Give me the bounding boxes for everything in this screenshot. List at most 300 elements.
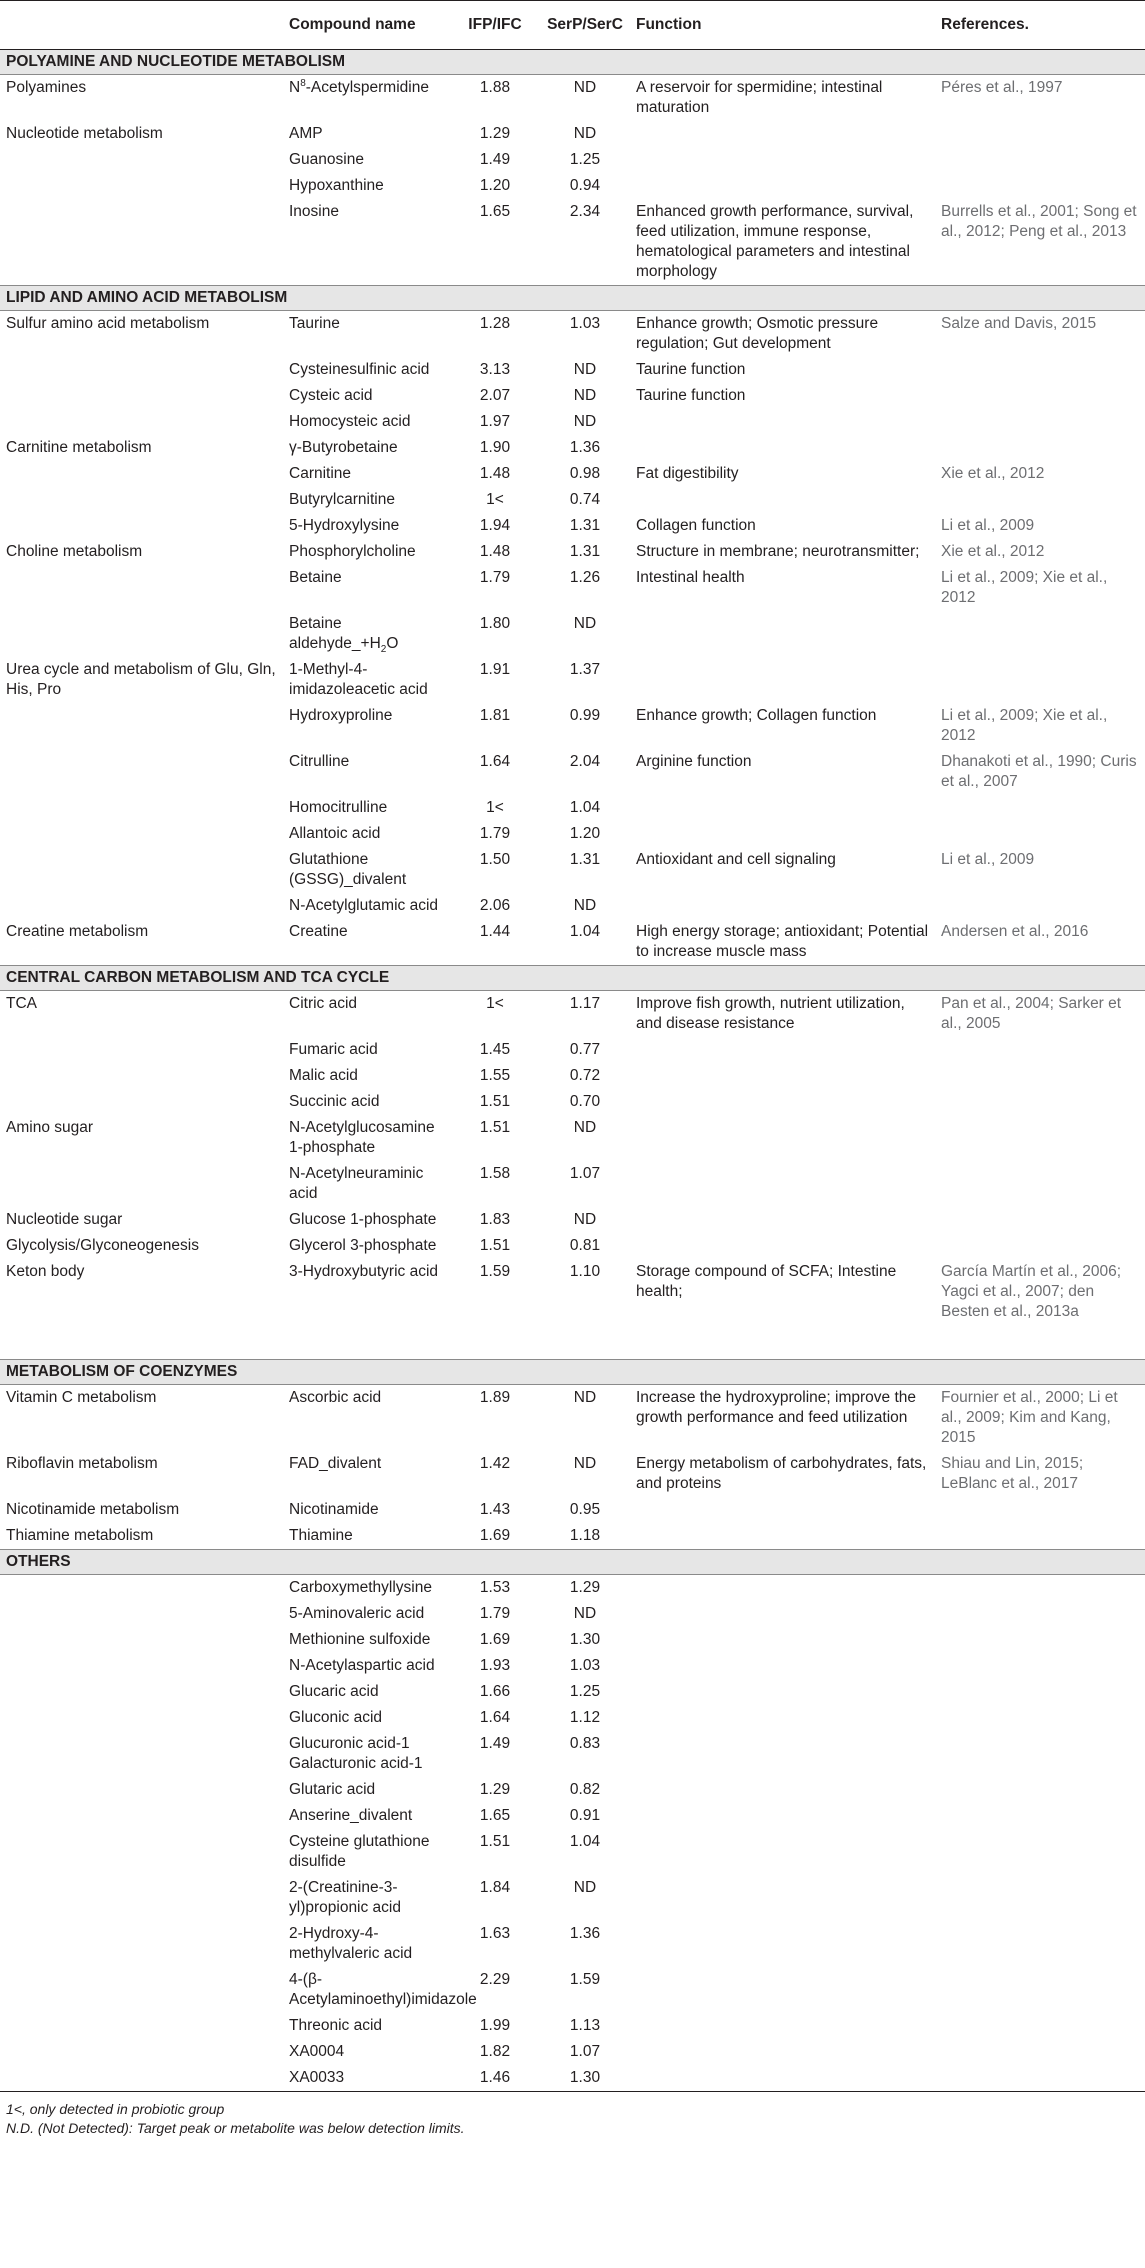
pathway-cell: Polyamines	[6, 79, 87, 96]
pathway-cell: Sulfur amino acid metabolism	[6, 315, 210, 332]
function-cell	[630, 1653, 935, 1679]
ifp-ifc-cell: 1.49	[479, 1735, 511, 1752]
compound-cell: Taurine	[289, 315, 340, 332]
pathway-cell	[0, 513, 283, 539]
function-cell	[630, 1705, 935, 1731]
table-row	[0, 1037, 1145, 1063]
serp-serc-cell: 0.77	[569, 1041, 601, 1058]
compound-cell: 1-Methyl-4-imidazoleacetic acid	[289, 661, 428, 698]
serp-serc-cell: 1.04	[569, 799, 601, 816]
compound-cell: Carnitine	[289, 465, 352, 482]
compound-cell: 5-Hydroxylysine	[289, 517, 400, 534]
section-title: LIPID AND AMINO ACID METABOLISM	[0, 286, 1145, 311]
compound-cell: 4-(β-Acetylaminoethyl)imidazole	[289, 1971, 477, 2008]
ifp-ifc-cell: 1.43	[479, 1501, 511, 1518]
function-cell: Taurine function	[636, 387, 746, 404]
compound-cell: Glutathione (GSSG)_divalent	[289, 851, 407, 888]
ifp-ifc-cell: 1.81	[479, 707, 511, 724]
table-row	[0, 2039, 1145, 2065]
compound-cell: Glucaric acid	[289, 1683, 379, 1700]
pathway-cell: Nicotinamide metabolism	[6, 1501, 180, 1518]
pathway-cell	[0, 1653, 283, 1679]
function-cell	[630, 1497, 935, 1523]
table-row	[0, 461, 1145, 487]
table-row	[0, 1601, 1145, 1627]
table-row	[0, 199, 1145, 286]
pathway-cell	[0, 565, 283, 611]
compound-cell: Glycerol 3-phosphate	[289, 1237, 437, 1254]
references-cell	[935, 1089, 1145, 1115]
ifp-ifc-cell: 1.64	[479, 1709, 511, 1726]
function-cell	[630, 1829, 935, 1875]
compound-cell: Guanosine	[289, 151, 364, 168]
ifp-ifc-cell: 2.06	[479, 897, 511, 914]
function-cell: Arginine function	[636, 753, 752, 770]
function-cell	[630, 1731, 935, 1777]
table-row	[0, 1875, 1145, 1921]
ifp-ifc-cell: 1.29	[479, 125, 511, 142]
table-header	[0, 1, 1145, 50]
function-cell	[630, 2013, 935, 2039]
spacer-cell	[0, 1325, 1145, 1360]
serp-serc-cell: 1.31	[569, 851, 601, 868]
section-header-row	[0, 50, 1145, 75]
pathway-cell	[0, 703, 283, 749]
pathway-cell	[0, 1875, 283, 1921]
section-title: CENTRAL CARBON METABOLISM AND TCA CYCLE	[0, 966, 1145, 991]
references-cell	[935, 1829, 1145, 1875]
table-footnotes	[0, 2092, 1145, 2139]
compound-cell: Thiamine	[289, 1527, 353, 1544]
pathway-cell: Keton body	[6, 1263, 85, 1280]
function-cell: High energy storage; antioxidant; Potential to increase muscle mass	[636, 923, 929, 960]
pathway-cell	[0, 1627, 283, 1653]
pathway-cell: Nucleotide sugar	[6, 1211, 123, 1228]
ifp-ifc-cell: 1.91	[479, 661, 511, 678]
references-cell: Li et al., 2009; Xie et al., 2012	[941, 707, 1108, 744]
references-cell	[935, 1803, 1145, 1829]
ifp-ifc-cell: 1<	[486, 491, 504, 508]
compound-cell: Hypoxanthine	[289, 177, 384, 194]
compound-cell: 2-(Creatinine-3-yl)propionic acid	[289, 1879, 401, 1916]
serp-serc-cell: 0.82	[569, 1781, 601, 1798]
compound-cell: Nicotinamide	[289, 1501, 379, 1518]
references-cell	[935, 821, 1145, 847]
serp-serc-cell: ND	[573, 1455, 597, 1472]
ifp-ifc-cell: 1.80	[479, 615, 511, 632]
table-row	[0, 611, 1145, 657]
references-cell	[935, 795, 1145, 821]
references-cell	[935, 1731, 1145, 1777]
ifp-ifc-cell: 1.29	[479, 1781, 511, 1798]
references-cell	[935, 409, 1145, 435]
ifp-ifc-cell: 1.44	[479, 923, 511, 940]
compound-cell: Gluconic acid	[289, 1709, 383, 1726]
serp-serc-cell: ND	[573, 1211, 597, 1228]
references-cell	[935, 1233, 1145, 1259]
pathway-cell	[0, 2065, 283, 2092]
pathway-cell	[0, 611, 283, 657]
compound-cell: XA0004	[289, 2043, 345, 2060]
function-cell	[630, 1601, 935, 1627]
table-row	[0, 1385, 1145, 1452]
footnote-row	[0, 2092, 1145, 2120]
references-cell	[935, 1037, 1145, 1063]
table-row	[0, 1575, 1145, 1602]
pathway-cell: Vitamin C metabolism	[6, 1389, 157, 1406]
table-row	[0, 1115, 1145, 1161]
pathway-cell	[0, 199, 283, 286]
table-row	[0, 1063, 1145, 1089]
references-cell	[935, 1601, 1145, 1627]
serp-serc-cell: 1.30	[569, 2069, 601, 2086]
ifp-ifc-cell: 1.59	[479, 1263, 511, 1280]
pathway-cell	[0, 893, 283, 919]
function-cell: Improve fish growth, nutrient utilization, and disease resistance	[636, 995, 905, 1032]
pathway-cell	[0, 1829, 283, 1875]
pathway-cell	[0, 847, 283, 893]
table-row	[0, 1207, 1145, 1233]
references-cell	[935, 121, 1145, 147]
ifp-ifc-cell: 1.88	[479, 79, 511, 96]
references-cell	[935, 1523, 1145, 1550]
references-cell	[935, 657, 1145, 703]
references-cell: Andersen et al., 2016	[941, 923, 1089, 940]
function-cell	[630, 1575, 935, 1602]
serp-serc-cell: 1.13	[569, 2017, 601, 2034]
serp-serc-cell: ND	[573, 897, 597, 914]
compound-cell: Malic acid	[289, 1067, 358, 1084]
serp-serc-cell: 1.25	[569, 151, 601, 168]
ifp-ifc-cell: 1.90	[479, 439, 511, 456]
table-row	[0, 173, 1145, 199]
compound-cell: 3-Hydroxybutyric acid	[289, 1263, 439, 1280]
serp-serc-cell: 1.31	[569, 543, 601, 560]
header-ifp-ifc: IFP/IFC	[450, 1, 540, 50]
function-cell	[630, 1875, 935, 1921]
table-row	[0, 1627, 1145, 1653]
function-cell	[630, 1803, 935, 1829]
compound-cell: Allantoic acid	[289, 825, 381, 842]
references-cell	[935, 1063, 1145, 1089]
pathway-cell	[0, 409, 283, 435]
table-row	[0, 2065, 1145, 2092]
serp-serc-cell: 1.37	[569, 661, 601, 678]
serp-serc-cell: 0.81	[569, 1237, 601, 1254]
compound-cell: 2-Hydroxy-4-methylvaleric acid	[289, 1925, 413, 1962]
function-cell	[630, 1777, 935, 1803]
function-cell: Collagen function	[636, 517, 756, 534]
compound-cell: Homocitrulline	[289, 799, 388, 816]
ifp-ifc-cell: 1<	[486, 799, 504, 816]
ifp-ifc-cell: 1.51	[479, 1093, 511, 1110]
references-cell	[935, 1115, 1145, 1161]
ifp-ifc-cell: 1.93	[479, 1657, 511, 1674]
pathway-cell	[0, 1063, 283, 1089]
function-cell: Increase the hydroxyproline; improve the growth performance and feed utilization	[636, 1389, 917, 1426]
header-references: References.	[935, 1, 1145, 50]
table-row	[0, 1803, 1145, 1829]
table-row	[0, 357, 1145, 383]
function-cell	[630, 1115, 935, 1161]
compound-cell: Cysteinesulfinic acid	[289, 361, 430, 378]
function-cell: Enhance growth; Collagen function	[636, 707, 877, 724]
ifp-ifc-cell: 1.79	[479, 825, 511, 842]
ifp-ifc-cell: 1.99	[479, 2017, 511, 2034]
function-cell	[630, 1627, 935, 1653]
ifp-ifc-cell: 1.79	[479, 569, 511, 586]
serp-serc-cell: ND	[573, 79, 597, 96]
compound-cell: N-Acetylaspartic acid	[289, 1657, 435, 1674]
serp-serc-cell: 1.36	[569, 1925, 601, 1942]
ifp-ifc-cell: 1.55	[479, 1067, 511, 1084]
header-function: Function	[630, 1, 935, 50]
serp-serc-cell: 1.07	[569, 2043, 601, 2060]
compound-cell: Betaine $aldehyde\_+H_2O$	[289, 615, 399, 656]
references-cell: Li et al., 2009; Xie et al., 2012	[941, 569, 1108, 606]
table-row	[0, 1161, 1145, 1207]
function-cell	[630, 147, 935, 173]
compound-cell: Cysteic acid	[289, 387, 373, 404]
compound-cell: Homocysteic acid	[289, 413, 411, 430]
ifp-ifc-cell: 1<	[486, 995, 504, 1012]
compound-cell: XA0033	[289, 2069, 345, 2086]
ifp-ifc-cell: 1.64	[479, 753, 511, 770]
table-row	[0, 1233, 1145, 1259]
pathway-cell	[0, 1777, 283, 1803]
serp-serc-cell: ND	[573, 1879, 597, 1896]
compound-cell: Methionine sulfoxide	[289, 1631, 431, 1648]
ifp-ifc-cell: 1.83	[479, 1211, 511, 1228]
function-cell	[630, 173, 935, 199]
references-cell: Li et al., 2009	[941, 517, 1035, 534]
compound-cell: Citric acid	[289, 995, 358, 1012]
function-cell	[630, 1207, 935, 1233]
references-cell	[935, 1967, 1145, 2013]
references-cell	[935, 893, 1145, 919]
serp-serc-cell: 0.98	[569, 465, 601, 482]
pathway-cell: Urea cycle and metabolism of Glu, Gln, His, Pro	[6, 661, 276, 698]
ifp-ifc-cell: 1.51	[479, 1833, 511, 1850]
table-row	[0, 991, 1145, 1038]
ifp-ifc-cell: 1.94	[479, 517, 511, 534]
function-cell	[630, 1161, 935, 1207]
serp-serc-cell: 1.04	[569, 923, 601, 940]
section-header-row	[0, 1550, 1145, 1575]
serp-serc-cell: ND	[573, 1605, 597, 1622]
table-row	[0, 311, 1145, 358]
compound-cell: Threonic acid	[289, 2017, 383, 2034]
table-row	[0, 1921, 1145, 1967]
compound-cell: Cysteine glutathione disulfide	[289, 1833, 430, 1870]
references-cell: Xie et al., 2012	[941, 465, 1045, 482]
table-row	[0, 1777, 1145, 1803]
ifp-ifc-cell: 2.07	[479, 387, 511, 404]
pathway-cell: TCA	[6, 995, 37, 1012]
references-cell	[935, 1161, 1145, 1207]
pathway-cell	[0, 461, 283, 487]
ifp-ifc-cell: 1.84	[479, 1879, 511, 1896]
compound-cell: Glutaric acid	[289, 1781, 376, 1798]
pathway-cell	[0, 1921, 283, 1967]
serp-serc-cell: ND	[573, 615, 597, 632]
header-pathway	[0, 1, 283, 50]
function-cell: Enhance growth; Osmotic pressure regulation; Gut development	[636, 315, 879, 352]
compound-cell: Creatine	[289, 923, 348, 940]
function-cell	[630, 1523, 935, 1550]
pathway-cell	[0, 487, 283, 513]
section-title: METABOLISM OF COENZYMES	[0, 1360, 1145, 1385]
pathway-cell	[0, 749, 283, 795]
serp-serc-cell: ND	[573, 125, 597, 142]
references-cell	[935, 357, 1145, 383]
table-row	[0, 1523, 1145, 1550]
ifp-ifc-cell: 1.51	[479, 1237, 511, 1254]
ifp-ifc-cell: 1.46	[479, 2069, 511, 2086]
function-cell	[630, 2039, 935, 2065]
references-cell: Fournier et al., 2000; Li et al., 2009; Kim and Kang, 2015	[941, 1389, 1118, 1446]
pathway-cell: Thiamine metabolism	[6, 1527, 154, 1544]
function-cell: Structure in membrane; neurotransmitter;	[636, 543, 920, 560]
ifp-ifc-cell: 1.51	[479, 1119, 511, 1136]
pathway-cell	[0, 383, 283, 409]
ifp-ifc-cell: 1.66	[479, 1683, 511, 1700]
serp-serc-cell: 1.20	[569, 825, 601, 842]
table-row	[0, 513, 1145, 539]
function-cell	[630, 2065, 935, 2092]
header-row	[0, 1, 1145, 50]
pathway-cell: Choline metabolism	[6, 543, 143, 560]
table-row	[0, 75, 1145, 122]
function-cell: Energy metabolism of carbohydrates, fats, and proteins	[636, 1455, 927, 1492]
references-cell	[935, 435, 1145, 461]
pathway-cell: Amino sugar	[6, 1119, 94, 1136]
pathway-cell	[0, 795, 283, 821]
references-cell	[935, 2013, 1145, 2039]
table-row	[0, 435, 1145, 461]
serp-serc-cell: 1.18	[569, 1527, 601, 1544]
compound-cell: Citrulline	[289, 753, 350, 770]
serp-serc-cell: 1.36	[569, 439, 601, 456]
compound-cell: Succinic acid	[289, 1093, 380, 1110]
function-cell	[630, 821, 935, 847]
pathway-cell	[0, 821, 283, 847]
compound-cell: $N^8$-Acetylspermidine	[289, 77, 429, 96]
pathway-cell	[0, 2039, 283, 2065]
function-cell: Intestinal health	[636, 569, 745, 586]
serp-serc-cell: 1.59	[569, 1971, 601, 1988]
section-header-row	[0, 966, 1145, 991]
references-cell: Xie et al., 2012	[941, 543, 1045, 560]
serp-serc-cell: ND	[573, 1389, 597, 1406]
ifp-ifc-cell: 1.20	[479, 177, 511, 194]
ifp-ifc-cell: 1.58	[479, 1165, 511, 1182]
ifp-ifc-cell: 1.65	[479, 203, 511, 220]
references-cell	[935, 1679, 1145, 1705]
table-row	[0, 1451, 1145, 1497]
references-cell: Burrells et al., 2001; Song et al., 2012; Peng et al., 2013	[941, 203, 1137, 240]
ifp-ifc-cell: 1.42	[479, 1455, 511, 1472]
table-row	[0, 847, 1145, 893]
serp-serc-cell: 1.04	[569, 1833, 601, 1850]
function-cell	[630, 1037, 935, 1063]
table-row	[0, 703, 1145, 749]
compound-cell: Ascorbic acid	[289, 1389, 382, 1406]
references-cell: Shiau and Lin, 2015; LeBlanc et al., 2017	[941, 1455, 1084, 1492]
ifp-ifc-cell: 1.79	[479, 1605, 511, 1622]
serp-serc-cell: 0.91	[569, 1807, 601, 1824]
table-body	[0, 50, 1145, 2092]
function-cell	[630, 121, 935, 147]
section-header-row	[0, 1360, 1145, 1385]
table-row	[0, 565, 1145, 611]
table-row	[0, 147, 1145, 173]
references-cell	[935, 1575, 1145, 1602]
table-row	[0, 1679, 1145, 1705]
serp-serc-cell: 1.17	[569, 995, 601, 1012]
compound-cell: Carboxymethyllysine	[289, 1579, 432, 1596]
function-cell: Taurine function	[636, 361, 746, 378]
ifp-ifc-cell: 1.65	[479, 1807, 511, 1824]
function-cell	[630, 487, 935, 513]
pathway-cell: Nucleotide metabolism	[6, 125, 163, 142]
table-row	[0, 1829, 1145, 1875]
serp-serc-cell: ND	[573, 413, 597, 430]
ifp-ifc-cell: 1.45	[479, 1041, 511, 1058]
pathway-cell: Creatine metabolism	[6, 923, 149, 940]
pathway-cell: Glycolysis/Glyconeogenesis	[6, 1237, 199, 1254]
serp-serc-cell: 1.25	[569, 1683, 601, 1700]
function-cell: Enhanced growth performance, survival, feed utilization, immune response, hematological parameters and intestinal morphology	[636, 203, 914, 280]
pathway-cell	[0, 1161, 283, 1207]
ifp-ifc-cell: 1.48	[479, 543, 511, 560]
serp-serc-cell: 0.83	[569, 1735, 601, 1752]
footnote-not-detected: N.D. (Not Detected): Target peak or metabolite was below detection limits.	[6, 2120, 465, 2136]
serp-serc-cell: 1.31	[569, 517, 601, 534]
serp-serc-cell: 1.26	[569, 569, 601, 586]
compound-cell: N-Acetylglucosamine 1-phosphate	[289, 1119, 435, 1156]
ifp-ifc-cell: 1.82	[479, 2043, 511, 2060]
table-row	[0, 1497, 1145, 1523]
section-title: POLYAMINE AND NUCLEOTIDE METABOLISM	[0, 50, 1145, 75]
ifp-ifc-cell: 3.13	[479, 361, 511, 378]
references-cell	[935, 173, 1145, 199]
pathway-cell: Carnitine metabolism	[6, 439, 152, 456]
pathway-cell	[0, 1803, 283, 1829]
references-cell: Li et al., 2009	[941, 851, 1035, 868]
references-cell	[935, 1875, 1145, 1921]
serp-serc-cell: 1.07	[569, 1165, 601, 1182]
function-cell	[630, 1233, 935, 1259]
ifp-ifc-cell: 1.63	[479, 1925, 511, 1942]
references-cell	[935, 1921, 1145, 1967]
function-cell: Storage compound of SCFA; Intestine health;	[636, 1263, 897, 1300]
compound-cell: Hydroxyproline	[289, 707, 393, 724]
references-cell	[935, 487, 1145, 513]
compound-cell: N-Acetylglutamic acid	[289, 897, 439, 914]
serp-serc-cell: 1.03	[569, 1657, 601, 1674]
serp-serc-cell: 0.70	[569, 1093, 601, 1110]
pathway-cell	[0, 1679, 283, 1705]
pathway-cell	[0, 173, 283, 199]
table-row	[0, 919, 1145, 966]
function-cell	[630, 1063, 935, 1089]
references-cell	[935, 1207, 1145, 1233]
footnote-only-detected: 1<, only detected in probiotic group	[0, 2092, 1145, 2120]
superscript: 8	[300, 77, 306, 89]
ifp-ifc-cell: 1.28	[479, 315, 511, 332]
compound-cell: N-Acetylneuraminic acid	[289, 1165, 424, 1202]
